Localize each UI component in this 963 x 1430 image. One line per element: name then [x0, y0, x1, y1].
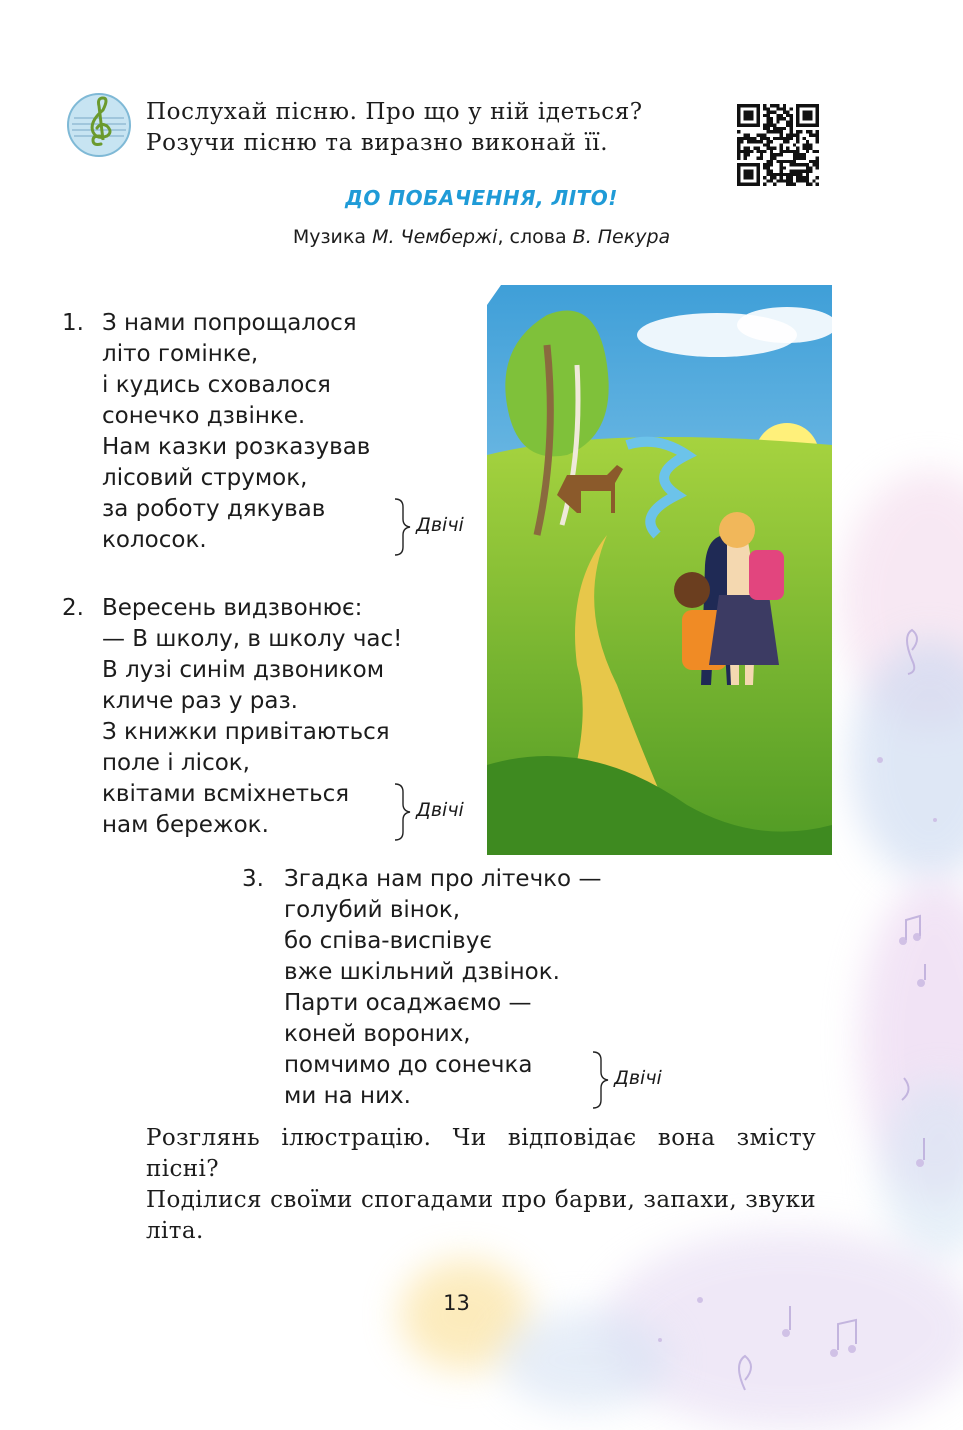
- verse-line: Згадка нам про літечко —: [284, 866, 602, 892]
- question-2: Поділися своїми спогадами про барви, запахи, звуки літа.: [146, 1187, 816, 1244]
- page-number: 13: [443, 1291, 470, 1315]
- verse-line: кличе раз у раз.: [102, 688, 298, 714]
- verse-line: нам бережок.: [102, 812, 269, 838]
- instruction-line-2: Розучи пісню та виразно виконай її.: [146, 130, 609, 156]
- verse-line: Нам казки розказував: [102, 434, 371, 460]
- song-title: ДО ПОБАЧЕННЯ, ЛІТО!: [345, 186, 618, 210]
- verse-line: лісовий струмок,: [102, 465, 308, 491]
- task-instruction: [146, 97, 716, 159]
- song-credits: [0, 226, 963, 248]
- treble-clef-icon: [66, 92, 132, 158]
- verse-number: 2.: [62, 595, 84, 621]
- qr-code[interactable]: [737, 104, 819, 186]
- repeat-brace: [590, 1050, 610, 1110]
- summer-illustration: [487, 285, 832, 855]
- verse-line: В лузі синім дзвоником: [102, 657, 385, 683]
- verse-line: сонечко дзвінке.: [102, 403, 306, 429]
- verse-line: квітами всміхнеться: [102, 781, 350, 807]
- questions: [146, 1123, 816, 1247]
- verse-line: З нами попрощалося: [102, 310, 357, 336]
- repeat-brace: [392, 497, 412, 557]
- composer: М. Чембержі: [372, 226, 498, 248]
- verse-line: З книжки привітаються: [102, 719, 390, 745]
- verse-line: — В школу, в школу час!: [102, 626, 403, 652]
- verse-line: Парти осаджаємо —: [284, 990, 532, 1016]
- verse-line: бо співа-виспівує: [284, 928, 492, 954]
- verse-number: 3.: [242, 866, 264, 892]
- verse-line: помчимо до сонечка: [284, 1052, 533, 1078]
- verse-line: ми на них.: [284, 1083, 411, 1109]
- repeat-twice-label: Двічі: [416, 799, 464, 821]
- verse-line: коней вороних,: [284, 1021, 471, 1047]
- verse-line: голубий вінок,: [284, 897, 461, 923]
- words-label: , слова: [497, 226, 567, 248]
- verse-line: поле і лісок,: [102, 750, 250, 776]
- verse-line: літо гомінке,: [102, 341, 259, 367]
- verse-line: Вересень видзвонює:: [102, 595, 363, 621]
- verse-line: і кудись сховалося: [102, 372, 331, 398]
- repeat-twice-label: Двічі: [416, 514, 464, 536]
- instruction-line-1: Послухай пісню. Про що у ній ідеться?: [146, 99, 643, 125]
- verse-line: за роботу дякував: [102, 496, 326, 522]
- lyricist: В. Пекура: [572, 226, 671, 248]
- repeat-twice-label: Двічі: [614, 1067, 662, 1089]
- question-1: Розглянь ілюстрацію. Чи відповідає вона змісту пісні?: [146, 1125, 816, 1182]
- music-label: Музика: [292, 226, 367, 248]
- verse-line: колосок.: [102, 527, 207, 553]
- verse-line: вже шкільний дзвінок.: [284, 959, 560, 985]
- repeat-brace: [392, 782, 412, 842]
- verse-number: 1.: [62, 310, 84, 336]
